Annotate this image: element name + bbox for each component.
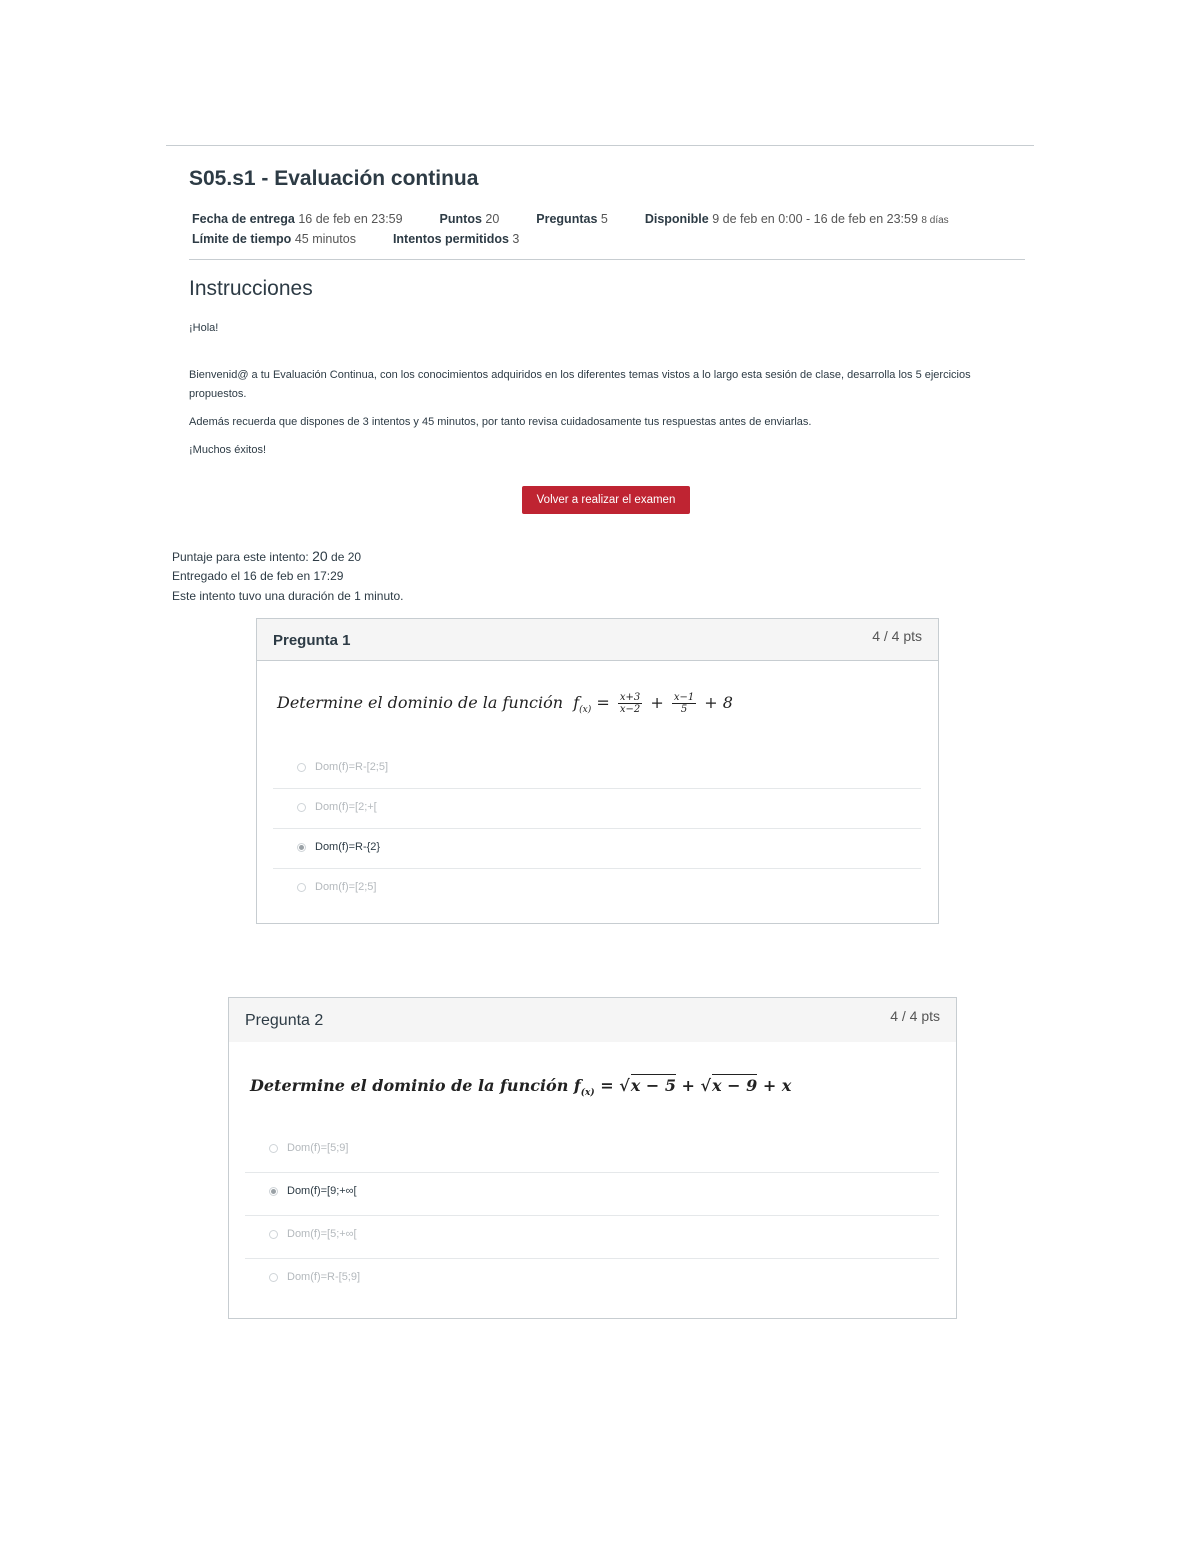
radio-icon[interactable]	[269, 1273, 278, 1282]
question-1-header	[257, 619, 938, 661]
meta-divider	[189, 259, 1025, 260]
answer-option-selected[interactable]	[273, 829, 921, 869]
question-2-title: Pregunta 2	[245, 1012, 324, 1029]
questions-label: Preguntas	[536, 212, 598, 226]
answer-option[interactable]	[273, 789, 921, 829]
question-1-answers	[273, 749, 921, 909]
due-value: 16 de feb en 23:59	[298, 212, 403, 226]
question-2-formula: $f_{(x)} = √x - 5 + √x - 9 + x$	[573, 1076, 792, 1099]
question-2-points: 4 / 4 pts	[890, 1008, 940, 1024]
question-1-points: 4 / 4 pts	[872, 628, 922, 644]
question-1-prompt	[277, 692, 733, 715]
score-value: 20	[312, 548, 328, 564]
answer-option[interactable]	[245, 1259, 939, 1302]
answer-option[interactable]	[245, 1130, 939, 1173]
answer-label: Dom(f)=[5;9]	[287, 1142, 349, 1154]
radio-icon[interactable]	[297, 763, 306, 772]
radio-icon[interactable]	[297, 883, 306, 892]
attempt-submitted: Entregado el 16 de feb en 17:29	[172, 569, 344, 583]
question-2-header	[229, 998, 956, 1042]
instructions-heading: Instrucciones	[189, 277, 313, 300]
available-days: 8 días	[921, 215, 949, 226]
question-2-card	[228, 997, 957, 1319]
points-label: Puntos	[439, 212, 482, 226]
question-2-prompt-text: Determine el dominio de la función	[250, 1076, 569, 1095]
available-value: 9 de feb en 0:00 - 16 de feb en 23:59	[712, 212, 918, 226]
answer-option[interactable]	[273, 749, 921, 789]
instructions-greeting: ¡Hola!	[189, 322, 219, 334]
answer-label: Dom(f)=R-[5;9]	[287, 1271, 361, 1283]
answer-label: Dom(f)=[9;+∞[	[287, 1185, 357, 1197]
available-label: Disponible	[644, 212, 709, 226]
radio-icon[interactable]	[269, 1230, 278, 1239]
top-divider	[166, 145, 1034, 146]
radio-selected-icon[interactable]	[269, 1187, 278, 1196]
answer-option[interactable]	[245, 1216, 939, 1259]
score-label: Puntaje para este intento:	[172, 550, 309, 564]
time-limit-value: 45 minutos	[294, 232, 356, 246]
retake-quiz-button[interactable]: Volver a realizar el examen	[522, 486, 690, 514]
answer-label: Dom(f)=[2;+[	[315, 801, 377, 813]
radio-selected-icon[interactable]	[297, 843, 306, 852]
answer-label: Dom(f)=R-[2;5]	[315, 761, 389, 773]
due-label: Fecha de entrega	[192, 212, 295, 226]
attempts-label: Intentos permitidos	[392, 232, 509, 246]
answer-label: Dom(f)=R-{2}	[315, 841, 381, 853]
quiz-meta-row-2	[192, 232, 519, 246]
questions-value: 5	[600, 212, 608, 226]
quiz-meta-row-1	[192, 212, 949, 226]
question-2-prompt	[250, 1074, 791, 1098]
question-1-formula: $f_{(x)}$ = $\frac{x+3}{x-2}$ + $\frac{x-1}{5}$ + 8	[568, 692, 733, 716]
attempt-score	[172, 548, 361, 564]
points-value: 20	[485, 212, 500, 226]
answer-label: Dom(f)=[2;5]	[315, 881, 377, 893]
answer-option[interactable]	[273, 869, 921, 909]
time-limit-label: Límite de tiempo	[192, 232, 292, 246]
attempt-duration: Este intento tuvo una duración de 1 minuto.	[172, 589, 404, 603]
question-1-card	[256, 618, 939, 924]
answer-option-selected[interactable]	[245, 1173, 939, 1216]
radio-icon[interactable]	[297, 803, 306, 812]
quiz-title: S05.s1 - Evaluación continua	[189, 167, 479, 190]
radio-icon[interactable]	[269, 1144, 278, 1153]
score-of: de 20	[331, 550, 362, 564]
attempts-value: 3	[512, 232, 520, 246]
question-1-prompt-text: Determine el dominio de la función	[277, 693, 564, 712]
instructions-p3: ¡Muchos éxitos!	[189, 444, 267, 456]
question-2-answers	[245, 1130, 939, 1302]
question-1-title: Pregunta 1	[273, 632, 351, 649]
answer-label: Dom(f)=[5;+∞[	[287, 1228, 357, 1240]
instructions-p2: Además recuerda que dispones de 3 intentos y 45 minutos, por tanto revisa cuidadosamente tus respuestas antes de enviarlas.	[189, 416, 812, 428]
instructions-p1: Bienvenid@ a tu Evaluación Continua, con los conocimientos adquiridos en los diferentes temas vistos a lo largo esta sesión de clase, desarrolla los 5 ejercicios propuestos.	[189, 369, 971, 400]
